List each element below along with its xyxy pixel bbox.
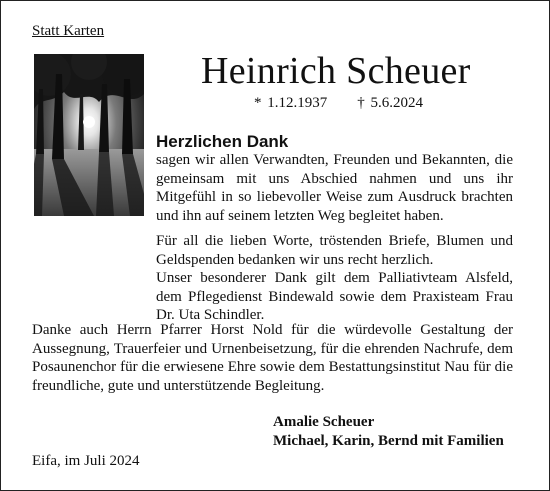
thanks-paragraph-2 xyxy=(156,232,513,325)
thanks-heading: Herzlichen Dank xyxy=(156,132,289,151)
thanks-paragraph-2-words: Für all die lieben Worte, tröstenden Briefe, Blumen und Geldspenden bedanken wir uns recht herzlich. xyxy=(156,233,513,268)
place-and-date: Eifa, im Juli 2024 xyxy=(32,453,140,469)
thanks-paragraph-3: Danke auch Herrn Pfarrer Horst Nold für die würdevolle Gestaltung der Aussegnung, Trauerfeier und Urnenbeisetzung, für die ehrenden Nachrufe, dem Posaunenchor für die erwiesene Ehre sowie dem Bestattungsinstitut Nau für die freundliche, gute und unterstützende Begleitung. xyxy=(32,322,513,394)
deceased-name: Heinrich Scheuer xyxy=(201,50,471,92)
statt-karten-label: Statt Karten xyxy=(32,23,105,39)
birth-date: * 1.12.1937 xyxy=(254,95,328,111)
signature-line-2: Michael, Karin, Bernd mit Familien xyxy=(273,433,504,449)
life-dates xyxy=(254,95,423,112)
memorial-photo-trees-sunlight xyxy=(34,54,144,216)
thanks-paragraph-2-special: Unser besonderer Dank gilt dem Palliativteam Alsfeld, dem Pflegedienst Bindewald sowie dem Praxisteam Frau Dr. Uta Schindler. xyxy=(156,270,513,323)
thanks-paragraph-1: sagen wir allen Verwandten, Freunden und Bekannten, die gemeinsam mit uns Abschied nahmen und uns ihr Mitgefühl in so liebevoller Weise zum Ausdruck brachten und ihn auf seinem letzten Weg begleitet haben. xyxy=(156,152,513,224)
signature-line-1: Amalie Scheuer xyxy=(273,414,375,430)
death-date: † 5.6.2024 xyxy=(357,95,423,111)
